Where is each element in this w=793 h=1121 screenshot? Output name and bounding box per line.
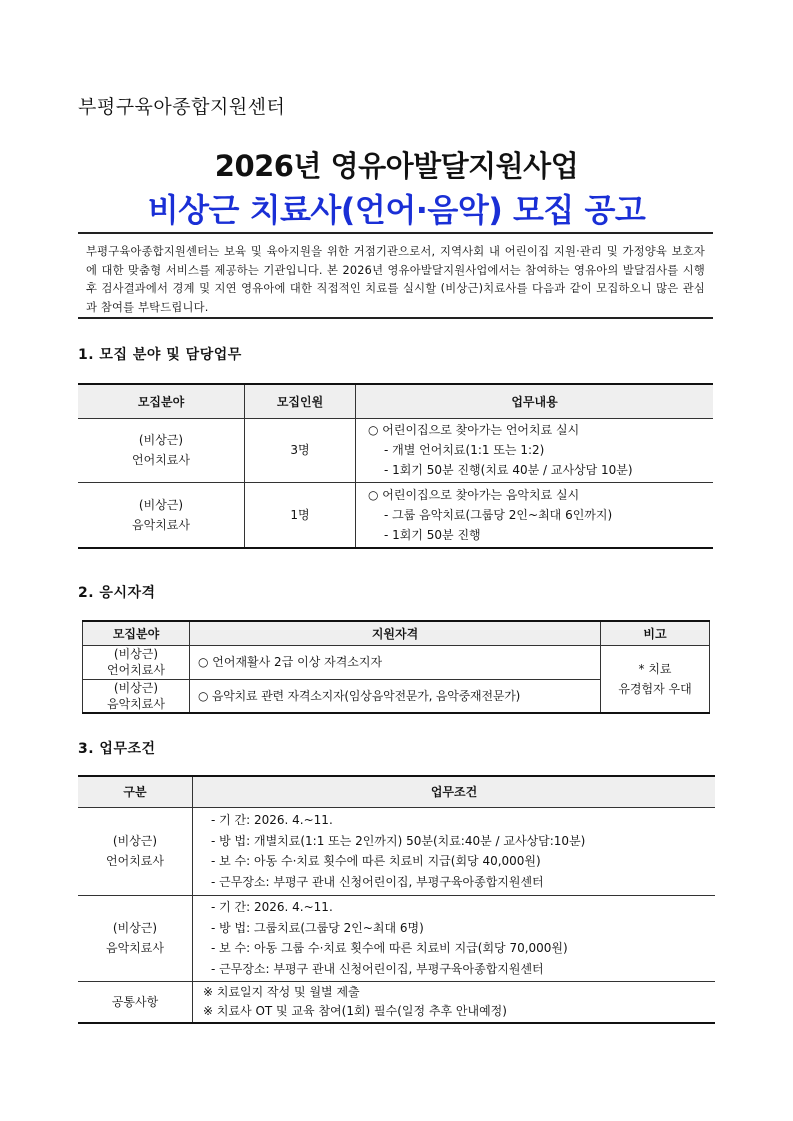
table-row	[78, 482, 713, 548]
condition-line: - 근무장소: 부평구 관내 신청어린이집, 부평구육아종합지원센터	[211, 874, 544, 889]
note-cell	[601, 645, 710, 713]
col-header-count: 모집인원	[245, 384, 356, 418]
org-name: 부평구육아종합지원센터	[78, 96, 286, 118]
common-item: ※ 치료사 OT 및 교육 참여(1회) 필수(일정 추후 안내예정)	[203, 1003, 507, 1018]
field-cell	[78, 482, 245, 548]
section3-heading: 3. 업무조건	[78, 741, 156, 757]
table-row	[83, 645, 710, 679]
table-row	[78, 418, 713, 482]
table-row	[78, 807, 715, 895]
conditions-table	[78, 775, 715, 1024]
field-cell	[78, 895, 193, 981]
qualification-cell: ○ 음악치료 관련 자격소지자(임상음악전문가, 음악중재전문가)	[190, 679, 601, 713]
field-cell	[78, 807, 193, 895]
qualification-cell: ○ 언어재활사 2급 이상 자격소지자	[190, 645, 601, 679]
field-line: 언어치료사	[132, 453, 190, 467]
field-line: (비상근)	[113, 680, 159, 695]
col-header-field: 모집분야	[83, 621, 190, 645]
common-item: ※ 치료일지 작성 및 월별 제출	[203, 984, 360, 999]
common-items-cell	[193, 981, 716, 1023]
field-line: (비상근)	[112, 921, 158, 935]
condition-line: - 방 법: 개별치료(1:1 또는 2인까지) 50분(치료:40분 / 교사상담:10분)	[211, 833, 586, 848]
field-line: (비상근)	[138, 497, 184, 512]
col-header-qualification: 지원자격	[190, 621, 601, 645]
qualification-table	[82, 620, 710, 714]
field-cell	[78, 418, 245, 482]
col-header-category: 구분	[78, 776, 193, 807]
section2-heading: 2. 응시자격	[78, 585, 156, 601]
col-header-field: 모집분야	[78, 384, 245, 418]
col-header-conditions: 업무조건	[193, 776, 716, 807]
condition-line: - 기 간: 2026. 4.~11.	[211, 813, 333, 827]
duty-line: ○ 어린이집으로 찾아가는 음악치료 실시	[368, 487, 580, 502]
field-line: 언어치료사	[106, 854, 164, 868]
field-line: 언어치료사	[107, 663, 165, 677]
field-line: 음악치료사	[106, 941, 164, 955]
page-title: 2026년 영유아발달지원사업	[214, 149, 579, 183]
count-cell: 3명	[245, 418, 356, 482]
common-label-cell: 공통사항	[78, 981, 193, 1023]
condition-line: - 보 수: 아동 그룹 수·치료 횟수에 따른 치료비 지급(회당 70,000원)	[211, 941, 568, 955]
recruit-table	[78, 383, 713, 549]
field-line: 음악치료사	[132, 517, 190, 532]
duty-cell	[356, 418, 714, 482]
duty-line: - 1회기 50분 진행	[384, 527, 481, 542]
condition-line: - 보 수: 아동 수·치료 횟수에 따른 치료비 지급(회당 40,000원)	[211, 854, 541, 868]
condition-line: - 근무장소: 부평구 관내 신청어린이집, 부평구육아종합지원센터	[211, 961, 544, 976]
field-cell	[83, 679, 190, 713]
field-line: (비상근)	[113, 647, 159, 661]
field-line: (비상근)	[138, 433, 184, 447]
count-cell: 1명	[245, 482, 356, 548]
intro-box: 부평구육아종합지원센터는 보육 및 육아지원을 위한 거점기관으로서, 지역사회 내 어린이집 지원·관리 및 가정양육 보호자에 대한 맞춤형 서비스를 제공하는 기관입니다. 본 2026년 영유아발달지원사업에서는 참여하는 영유아의 발달검사를 시행 후 검사결과에서 경계 및 지연 영유아에 대한 직접적인 치료를 실시할 (비상근)치료사를 다음과 같이 모집하오니 많은 관심과 참여를 부탁드립니다.	[78, 232, 713, 319]
condition-line: - 기 간: 2026. 4.~11.	[211, 900, 333, 914]
page-subtitle: 비상근 치료사(언어·음악) 모집 공고	[147, 191, 646, 229]
table-row	[78, 895, 715, 981]
duty-cell	[356, 482, 714, 548]
section1-heading: 1. 모집 분야 및 담당업무	[78, 347, 242, 363]
duty-line: - 1회기 50분 진행(치료 40분 / 교사상담 10분)	[384, 463, 633, 477]
note-line: 유경험자 우대	[618, 681, 692, 696]
note-line: * 치료	[638, 661, 672, 676]
duty-line: ○ 어린이집으로 찾아가는 언어치료 실시	[368, 423, 580, 437]
field-line: (비상근)	[112, 834, 158, 848]
duty-line: - 개별 언어치료(1:1 또는 1:2)	[384, 443, 545, 457]
duty-line: - 그룹 음악치료(그룹당 2인~최대 6인까지)	[384, 507, 613, 522]
field-line: 음악치료사	[107, 696, 165, 711]
conditions-cell	[193, 807, 716, 895]
condition-line: - 방 법: 그룹치료(그룹당 2인~최대 6명)	[211, 920, 424, 935]
table-row	[78, 981, 715, 1023]
conditions-cell	[193, 895, 716, 981]
field-cell	[83, 645, 190, 679]
col-header-note: 비고	[601, 621, 710, 645]
col-header-duty: 업무내용	[356, 384, 714, 418]
